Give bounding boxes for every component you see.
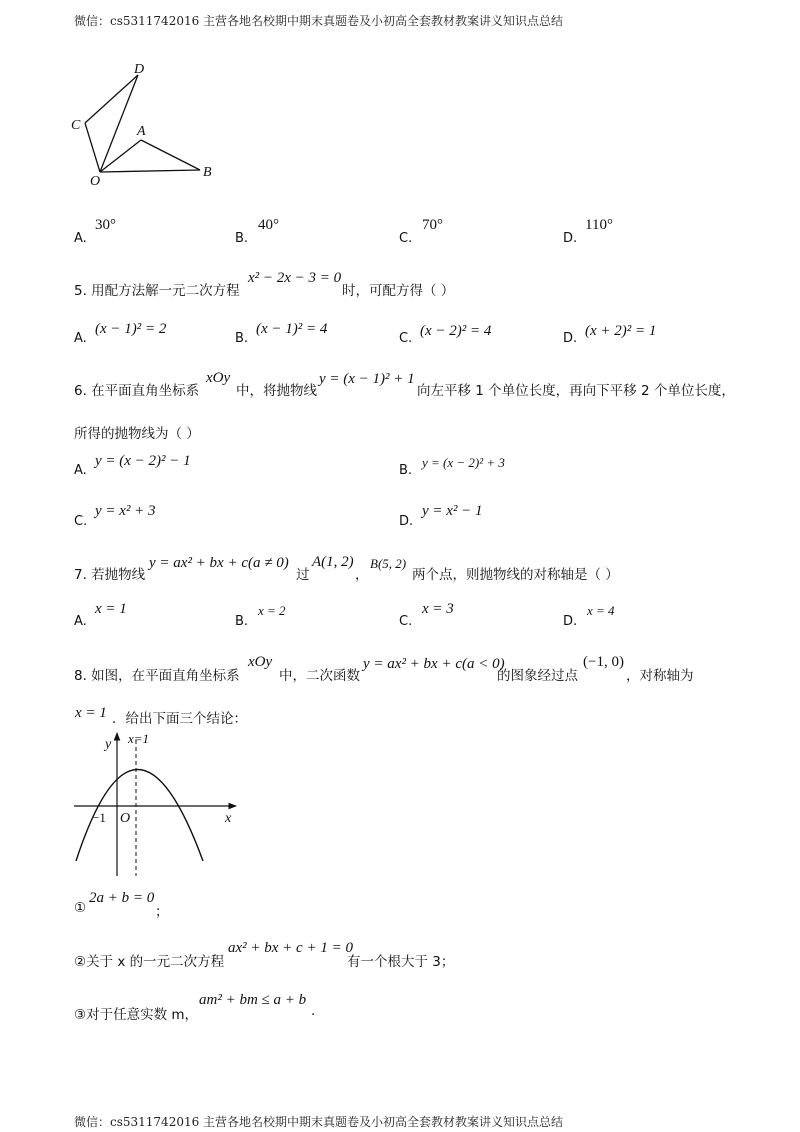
q5-option-a-value: (x − 1)² = 2 <box>95 321 167 337</box>
q8-conclusion-3-text: ③对于任意实数 m， <box>74 1007 199 1023</box>
q8-equation: y = ax² + bx + c(a < 0) <box>363 656 505 672</box>
q6-option-c-letter: C. <box>74 514 88 529</box>
graph-axis-label: x=1 <box>128 731 150 746</box>
q7-option-d-value: x = 4 <box>587 603 615 618</box>
q8-conclusion-2-text: ②关于 x 的一元二次方程 <box>74 954 225 970</box>
q5-option-d-value: (x + 2)² = 1 <box>585 323 657 339</box>
q4-option-c-value: 70° <box>422 217 443 233</box>
q6-prefix: 6. 在平面直角坐标系 <box>74 383 200 399</box>
q7-point-b: B(5, 2) <box>370 556 407 571</box>
graph-x-label: x <box>225 811 232 826</box>
q6-option-b-letter: B. <box>399 463 413 478</box>
q6-option-b-value: y = (x − 2)² + 3 <box>422 455 505 470</box>
label-a: A <box>137 124 146 139</box>
graph-y-label: y <box>105 737 112 752</box>
q8-middle2: 的图象经过点 <box>497 668 578 684</box>
graph-origin-label: O <box>120 811 131 826</box>
q8-line2-equation: x = 1 <box>75 705 107 721</box>
q7-option-b-letter: B. <box>235 614 249 629</box>
q8-system: xOy <box>248 654 273 670</box>
graph-neg-one-label: −1 <box>92 810 106 825</box>
q4-option-b-value: 40° <box>258 217 279 233</box>
q6-option-c-value: y = x² + 3 <box>95 503 156 519</box>
q6-equation: y = (x − 1)² + 1 <box>319 371 415 387</box>
segment-ab <box>141 140 200 170</box>
q8-conclusion-1-equation: 2a + b = 0 <box>89 890 155 906</box>
q7-point-a: A(1, 2) <box>312 554 354 570</box>
q5-option-d-letter: D. <box>563 331 578 346</box>
page-footer: 微信：cs5311742016 主营各地名校期中期末真题卷及小初高全套教材教案讲义知识点总结 <box>74 1115 564 1129</box>
label-b: B <box>203 165 212 180</box>
q4-option-a-value: 30° <box>95 217 116 233</box>
q7-prefix: 7. 若抛物线 <box>74 567 146 583</box>
q6-option-d-letter: D. <box>399 514 414 529</box>
segment-oc <box>85 123 100 172</box>
q5-suffix: 时，可配方得（ ） <box>342 283 455 299</box>
q4-option-d-value: 110° <box>585 217 613 233</box>
q5-prefix: 5. 用配方法解一元二次方程 <box>74 283 240 299</box>
q6-line2: 所得的抛物线为（ ） <box>74 426 200 442</box>
parabola-graph <box>68 728 243 878</box>
q4-option-c-letter: C. <box>399 231 413 246</box>
q8-suffix: ，对称轴为 <box>626 668 694 684</box>
q5-option-c-value: (x − 2)² = 4 <box>420 323 492 339</box>
q5-option-b-value: (x − 1)² = 4 <box>256 321 328 337</box>
q4-option-a-letter: A. <box>74 231 87 246</box>
segment-ob <box>100 170 200 172</box>
q7-suffix: 两个点，则抛物线的对称轴是（ ） <box>412 567 619 583</box>
label-c: C <box>71 118 81 133</box>
q7-comma: ， <box>355 567 369 583</box>
q7-option-b-value: x = 2 <box>258 603 286 618</box>
q7-equation: y = ax² + bx + c(a ≠ 0) <box>149 555 289 571</box>
q6-middle: 中，将抛物线 <box>236 383 317 399</box>
q8-conclusion-2-end: 有一个根大于 3； <box>347 954 455 970</box>
q8-prefix: 8. 如图，在平面直角坐标系 <box>74 668 240 684</box>
q5-option-c-letter: C. <box>399 331 413 346</box>
q4-option-d-letter: D. <box>563 231 578 246</box>
q8-conclusion-2-equation: ax² + bx + c + 1 = 0 <box>228 940 353 956</box>
q4-option-b-letter: B. <box>235 231 249 246</box>
page-header: 微信：cs5311742016 主营各地名校期中期末真题卷及小初高全套教材教案讲义知识点总结 <box>74 14 564 28</box>
q7-option-d-letter: D. <box>563 614 578 629</box>
q8-conclusion-1-end: ； <box>155 904 169 920</box>
segment-cd <box>85 75 138 123</box>
q8-middle: 中，二次函数 <box>279 668 360 684</box>
q6-option-a-value: y = (x − 2)² − 1 <box>95 453 191 469</box>
q8-point: (−1, 0) <box>583 654 624 670</box>
q8-line2: ．给出下面三个结论： <box>112 711 247 727</box>
q5-option-b-letter: B. <box>235 331 249 346</box>
geometry-figure <box>70 55 230 195</box>
q7-option-c-value: x = 3 <box>422 601 454 617</box>
q6-option-a-letter: A. <box>74 463 87 478</box>
q5-equation: x² − 2x − 3 = 0 <box>248 270 342 286</box>
q7-option-a-letter: A. <box>74 614 87 629</box>
q8-conclusion-3-equation: am² + bm ≤ a + b <box>199 992 307 1008</box>
q5-option-a-letter: A. <box>74 331 87 346</box>
q7-option-a-value: x = 1 <box>95 601 127 617</box>
label-o: O <box>90 174 101 189</box>
q6-system: xOy <box>206 370 231 386</box>
q6-suffix: 向左平移 1 个单位长度，再向下平移 2 个单位长度， <box>417 383 735 399</box>
q7-pass: 过 <box>296 567 310 583</box>
q8-conclusion-1-mark: ① <box>74 900 87 916</box>
q6-option-d-value: y = x² − 1 <box>422 503 483 519</box>
q8-conclusion-3-end: . <box>311 1003 316 1019</box>
label-d: D <box>134 62 145 77</box>
q7-option-c-letter: C. <box>399 614 413 629</box>
